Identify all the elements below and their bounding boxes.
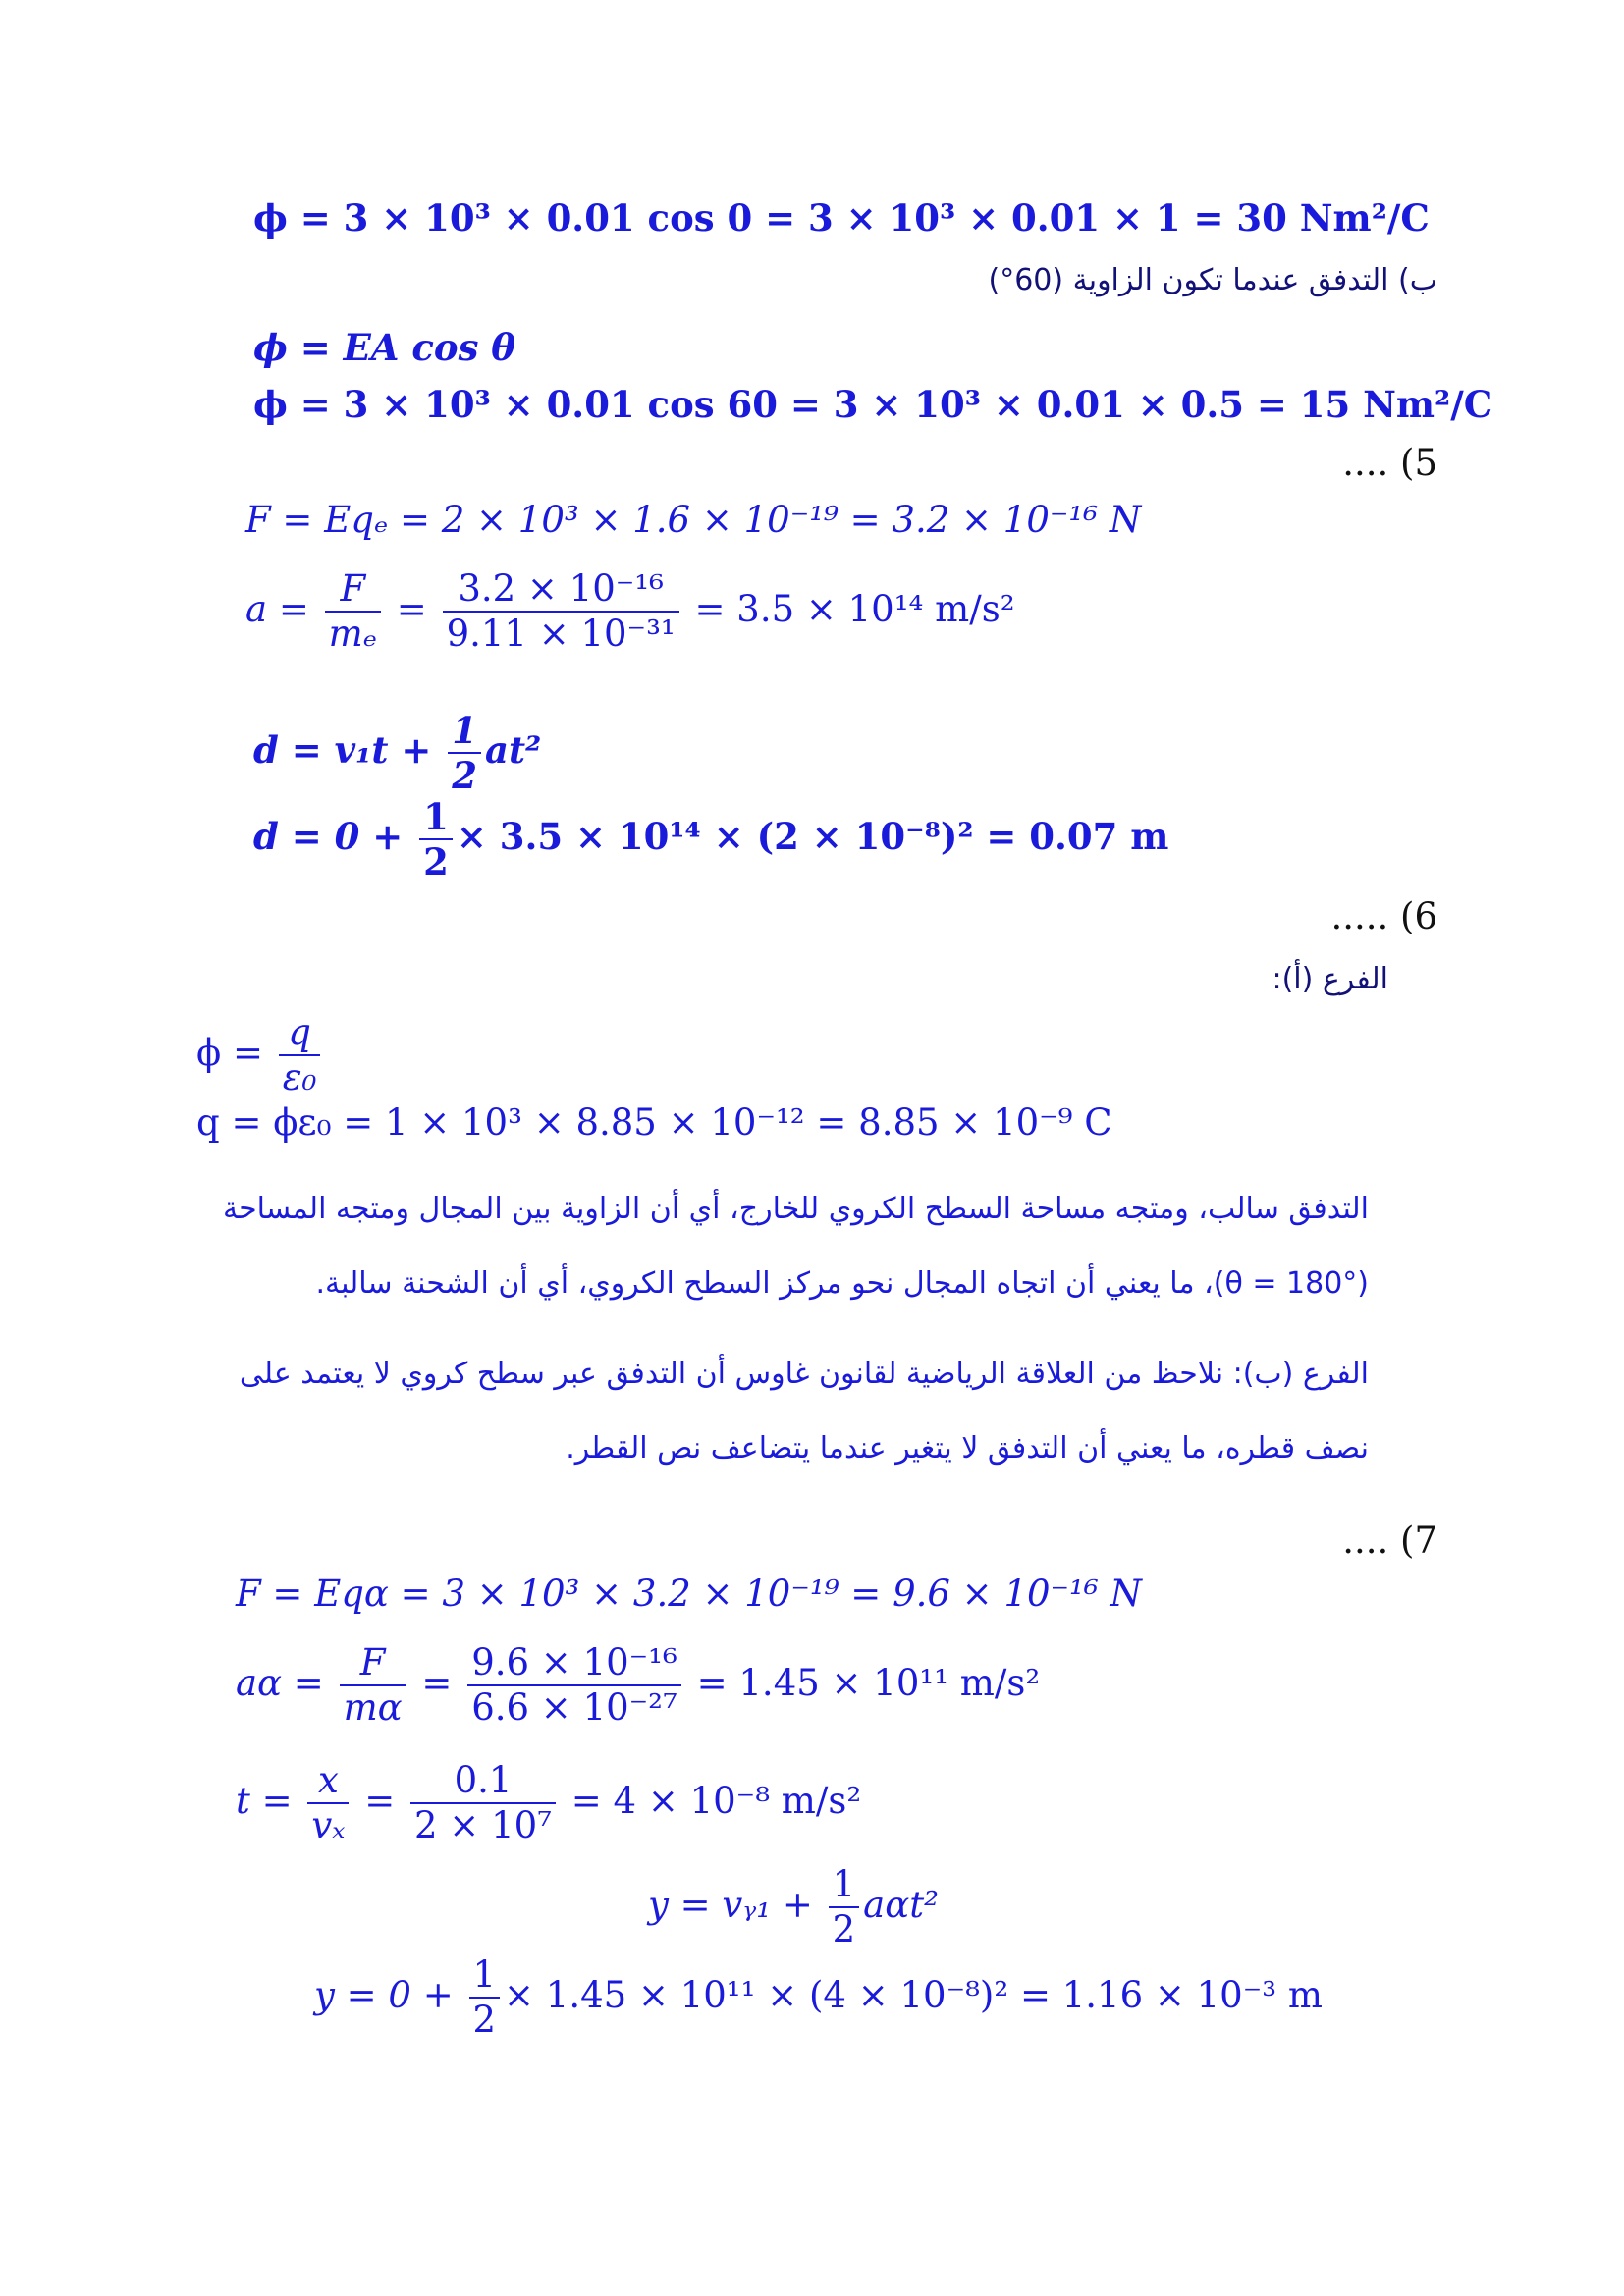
q7-half-fraction-2: $\frac{1}{2}$: [469, 1953, 501, 2043]
q5-distance-formula: d = v₁t + $\frac{1}{2}$ at²: [253, 709, 542, 798]
q7-fraction-time-values: $\frac{0.1}{\text{2 × 10⁷}}$: [410, 1759, 556, 1848]
flux-formula: ϕ = EA cos θ: [253, 326, 515, 369]
q7-half-fraction: $\frac{1}{2}$: [829, 1863, 860, 1952]
q6-paragraph-2-line-1: الفرع (ب): نلاحظ من العلاقة الرياضية لقانون غاوس أن التدفق عبر سطح كروي لا يعتمد على: [239, 1357, 1369, 1391]
q6-paragraph-2-line-2: نصف قطره، ما يعني أن التدفق لا يتغير عندما يتضاعف نص القطر.: [566, 1431, 1369, 1466]
q6-part-a-label: الفرع (أ):: [1272, 962, 1388, 996]
q7-fraction-x-vx: $\frac{x}{\text{vₓ}}$: [307, 1759, 349, 1848]
q6-charge-equation: q = ϕε₀ = 1 × 10³ × 8.85 × 10⁻¹² = 8.85 × 10⁻⁹ C: [196, 1101, 1112, 1144]
q5-acceleration-equation: a = $\frac{F}{\text{mₑ}}$ = $\frac{\text{3.2 × 10⁻¹⁶}}{\text{9.11 × 10⁻³¹}}$ = 3.5 × 10¹⁴ m/s²: [245, 567, 1015, 656]
flux-b-equation: ϕ = 3 × 10³ × 0.01 cos 60 = 3 × 10³ × 0.01 × 0.5 = 15 Nm²/C: [253, 383, 1493, 426]
q7-y-formula: y = vᵧ₁ + $\frac{1}{2}$ aαt²: [648, 1863, 939, 1951]
q5-fraction-values: $\frac{\text{3.2 × 10⁻¹⁶}}{\text{9.11 × 10⁻³¹}}$: [443, 567, 679, 657]
flux-a-equation: ϕ = 3 × 10³ × 0.01 cos 0 = 3 × 10³ × 0.01 × 1 = 30 Nm²/C: [253, 196, 1430, 240]
q7-y-value: y = 0 + $\frac{1}{2}$ × 1.45 × 10¹¹ × (4 × 10⁻⁸)² = 1.16 × 10⁻³ m: [314, 1953, 1323, 2042]
question-5-label: 5) ....: [1342, 442, 1437, 484]
q7-force-equation: F = Eqα = 3 × 10³ × 3.2 × 10⁻¹⁹ = 9.6 × 10⁻¹⁶ N: [236, 1573, 1142, 1615]
q5-fraction-force-mass: $\frac{F}{\text{mₑ}}$: [325, 567, 381, 657]
q7-fraction-values: $\frac{\text{9.6 × 10⁻¹⁶}}{\text{6.6 × 10⁻²⁷}}$: [467, 1641, 681, 1731]
q5-half-fraction: $\frac{1}{2}$: [448, 709, 481, 798]
q6-paragraph-1-line-1: التدفق سالب، ومتجه مساحة السطح الكروي للخارج، أي أن الزاوية بين المجال ومتجه المساحة: [223, 1192, 1369, 1226]
q5-force-equation: F = Eqₑ = 2 × 10³ × 1.6 × 10⁻¹⁹ = 3.2 × 10⁻¹⁶ N: [245, 499, 1142, 541]
question-6-label: 6) .....: [1330, 895, 1437, 937]
part-b-heading: ب) التدفق عندما تكون الزاوية (60°): [988, 263, 1437, 297]
q6-charge-over-eps: $\frac{q}{\text{ε₀}}$: [279, 1011, 321, 1100]
q7-acceleration-equation: aα = $\frac{F}{m\alpha}$ = $\frac{\text{9.6 × 10⁻¹⁶}}{\text{6.6 × 10⁻²⁷}}$ = 1.45 × 10¹¹ m/s²: [236, 1641, 1041, 1730]
q5-distance-value: d = 0 + $\frac{1}{2}$ × 3.5 × 10¹⁴ × (2 × 10⁻⁸)² = 0.07 m: [253, 795, 1169, 884]
q6-paragraph-1-line-2: (θ = 180°)، ما يعني أن اتجاه المجال نحو مركز السطح الكروي، أي أن الشحنة سالبة.: [315, 1266, 1369, 1301]
q7-fraction-force-mass: $\frac{F}{m\alpha}$: [340, 1641, 406, 1731]
q5-half-fraction-2: $\frac{1}{2}$: [419, 795, 453, 884]
question-7-label: 7) ....: [1342, 1520, 1437, 1562]
q6-gauss-law: ϕ = $\frac{q}{\text{ε₀}}$: [196, 1011, 324, 1100]
q7-time-equation: t = $\frac{x}{\text{vₓ}}$ = $\frac{0.1}{\text{2 × 10⁷}}$ = 4 × 10⁻⁸ m/s²: [236, 1759, 862, 1847]
